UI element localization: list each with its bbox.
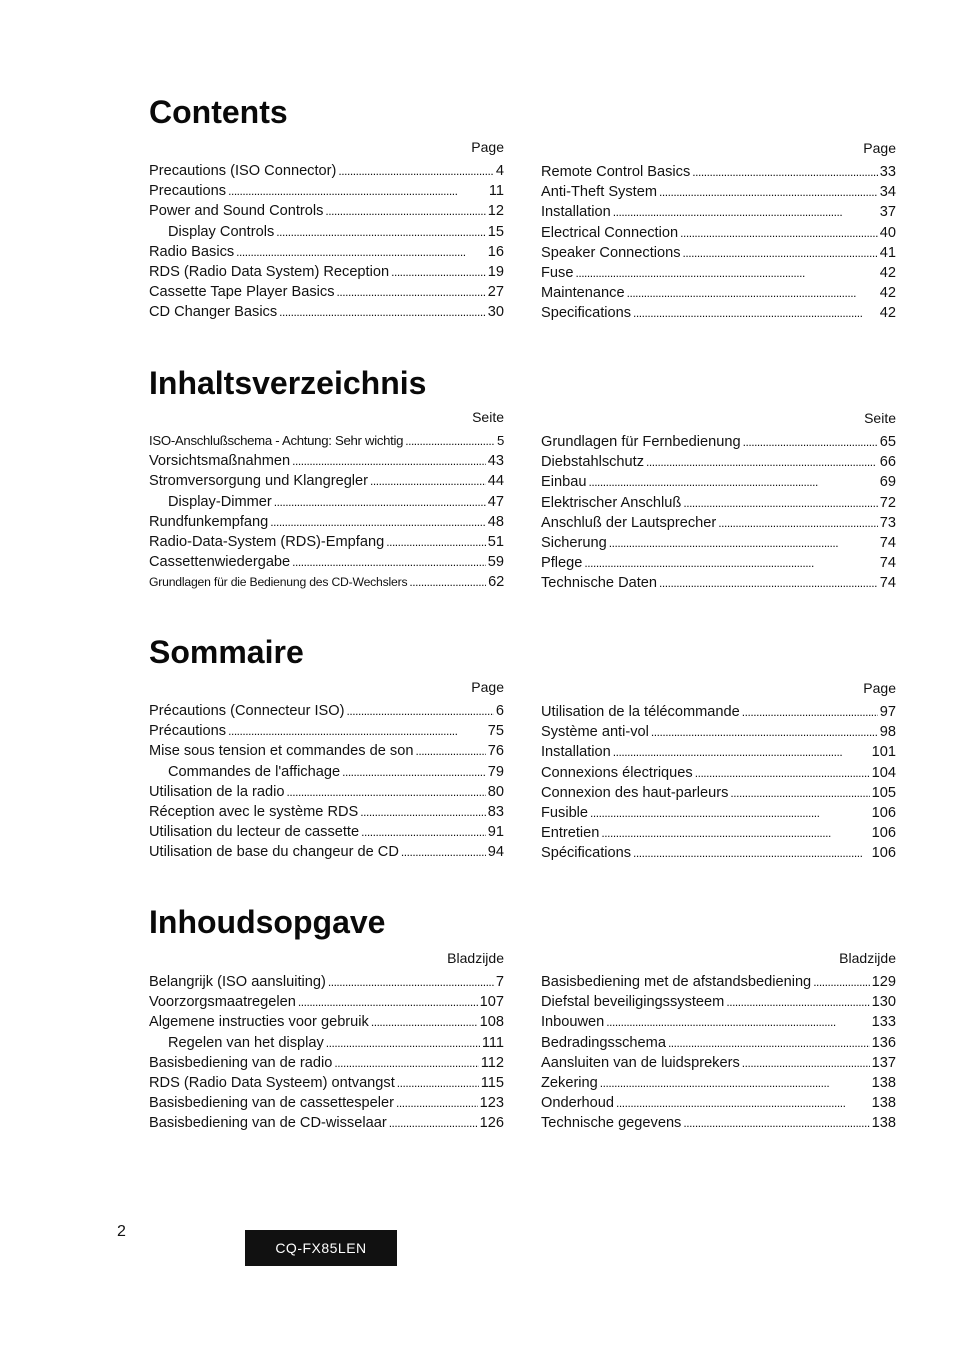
dot-leader [584, 553, 877, 573]
toc-entry-label: Utilisation de la radio [149, 783, 285, 800]
toc-entry[interactable] [541, 472, 896, 492]
toc-entry-label: Connexion des haut-parleurs [541, 784, 729, 801]
toc-entry-label: CD Changer Basics [149, 304, 278, 321]
toc-entry[interactable] [541, 202, 896, 222]
toc-column-right [541, 948, 896, 1134]
toc-entry-page: 75 [487, 723, 504, 740]
toc-entry-label: Utilisation du lecteur de cassette [149, 824, 360, 841]
toc-entry-label: Cassette Tape Player Basics [149, 284, 335, 301]
toc-entry-page: 108 [479, 1014, 504, 1031]
toc-entry[interactable] [149, 762, 504, 782]
toc-entry-label: Système anti-vol [541, 724, 649, 741]
toc-entry-page: 27 [487, 284, 504, 301]
dot-leader [334, 1053, 478, 1073]
dot-leader [270, 512, 486, 532]
page-column-label: Seite [472, 409, 504, 425]
toc-entry-page: 7 [495, 974, 504, 990]
toc-entry-label: Aansluiten van de luidsprekers [541, 1054, 740, 1071]
dot-leader [659, 182, 878, 202]
toc-entry-label: Radio-Data-System (RDS)-Empfang [149, 533, 385, 550]
toc-entry[interactable] [149, 701, 504, 721]
toc-entry-page: 112 [480, 1054, 504, 1071]
dot-leader [692, 162, 878, 182]
section-heading: Contents [149, 94, 288, 130]
toc-entry-page: 79 [487, 763, 504, 780]
toc-entry[interactable] [541, 533, 896, 553]
toc-entry-label: Technische Daten [541, 575, 658, 592]
toc-entry[interactable] [541, 223, 896, 243]
toc-entry-label: Precautions (ISO Connector) [149, 163, 337, 179]
toc-entry[interactable] [541, 843, 896, 863]
dot-leader [575, 263, 877, 283]
dot-leader [228, 181, 487, 201]
toc-entry-page: 6 [495, 703, 504, 719]
dot-leader [588, 472, 877, 492]
toc-entry-label: Display-Dimmer [168, 493, 272, 510]
dot-leader [360, 802, 486, 822]
toc-entry-label: Réception avec le système RDS [149, 803, 359, 820]
dot-leader [813, 972, 869, 992]
toc-entry-page: 41 [879, 244, 896, 261]
dot-leader [346, 701, 493, 721]
page-column-label: Bladzijde [839, 950, 896, 966]
dot-leader [338, 161, 494, 181]
toc-entry-label: Remote Control Basics [541, 164, 691, 180]
toc-entry-label: Specifications [541, 305, 632, 322]
toc-entry[interactable] [541, 1012, 896, 1032]
toc-entry[interactable] [149, 1053, 504, 1073]
dot-leader [292, 451, 486, 471]
dot-leader [409, 572, 486, 592]
toc-entry-page: 106 [871, 804, 896, 821]
toc-entry[interactable] [149, 262, 504, 282]
toc-entry-page: 136 [871, 1034, 896, 1051]
dot-leader [683, 1113, 869, 1133]
dot-leader [616, 1093, 870, 1113]
page-column-label: Page [471, 139, 504, 155]
toc-entry[interactable] [541, 162, 896, 182]
toc-entry-page: 47 [487, 493, 504, 510]
toc-entry-label: Power and Sound Controls [149, 203, 324, 220]
toc-entry-page: 138 [871, 1095, 896, 1112]
toc-entry-page: 11 [488, 183, 504, 200]
dot-leader [633, 303, 878, 323]
dot-leader [683, 243, 878, 263]
toc-entry[interactable] [541, 1053, 896, 1073]
toc-entry[interactable] [149, 431, 504, 451]
toc-entry-label: Electrical Connection [541, 224, 679, 241]
toc-entry-label: Algemene instructies voor gebruik [149, 1014, 369, 1031]
dot-leader [279, 302, 486, 322]
toc-entry-page: 74 [879, 534, 896, 551]
section-heading: Inhoudsopgave [149, 904, 386, 940]
toc-entry[interactable] [541, 263, 896, 283]
toc-entry[interactable] [541, 1033, 896, 1053]
dot-leader [633, 843, 870, 863]
toc-entry-page: 104 [871, 764, 896, 781]
dot-leader [668, 1033, 870, 1053]
toc-entry-label: Mise sous tension et commandes de son [149, 743, 414, 760]
toc-entry[interactable] [149, 782, 504, 802]
dot-leader [236, 242, 486, 262]
dot-leader [396, 1093, 478, 1113]
toc-column-left [149, 137, 504, 323]
dot-leader [325, 201, 485, 221]
toc-entry[interactable] [541, 722, 896, 742]
dot-leader [742, 1053, 870, 1073]
toc-entry-page: 111 [481, 1034, 504, 1051]
toc-entry[interactable] [149, 741, 504, 761]
toc-entry-label: Regelen van het display [168, 1034, 324, 1051]
page-column-label: Page [863, 140, 896, 156]
toc-entry-page: 94 [487, 844, 504, 861]
toc-entry[interactable] [541, 783, 896, 803]
toc-entry-page: 138 [871, 1074, 896, 1091]
toc-entry[interactable] [541, 742, 896, 762]
toc-entry-label: Vorsichtsmaßnahmen [149, 453, 291, 470]
toc-entry-page: 19 [487, 263, 504, 280]
toc-entry-page: 105 [871, 784, 896, 801]
toc-entry[interactable] [541, 1073, 896, 1093]
toc-entry[interactable] [149, 552, 504, 572]
toc-entry[interactable] [541, 513, 896, 533]
toc-entry-page: 62 [488, 574, 504, 591]
toc-column-right [541, 138, 896, 324]
toc-entry-label: Maintenance [541, 285, 625, 302]
dot-leader [651, 722, 878, 742]
dot-leader [370, 471, 486, 491]
page-column-label: Bladzijde [447, 950, 504, 966]
toc-entry-label: Connexions électriques [541, 764, 693, 781]
toc-entry[interactable] [149, 721, 504, 741]
toc-entry-page: 40 [879, 224, 896, 241]
toc-entry-label: Display Controls [168, 223, 275, 240]
toc-entry-page: 34 [879, 184, 896, 201]
toc-entry-label: Grundlagen für Fernbedienung [541, 434, 741, 450]
toc-entry-label: ISO-Anschlußschema - Achtung: Sehr wichtig [149, 433, 404, 448]
toc-entry-label: Utilisation de base du changeur de CD [149, 844, 399, 861]
toc-entry-page: 72 [879, 494, 896, 511]
dot-leader [606, 1012, 869, 1032]
dot-leader [600, 1073, 870, 1093]
toc-entry-page: 16 [487, 243, 504, 260]
page-column-label: Page [863, 680, 896, 696]
toc-entry-page: 59 [487, 554, 504, 571]
dot-leader [337, 282, 486, 302]
toc-entry-label: Commandes de l'affichage [168, 763, 341, 780]
toc-entry-label: Cassettenwiedergabe [149, 554, 291, 571]
toc-entry-page: 115 [480, 1074, 504, 1091]
toc-entry-label: Bedradingsschema [541, 1034, 666, 1051]
toc-entry[interactable] [149, 181, 504, 201]
toc-entry[interactable] [149, 282, 504, 302]
toc-entry-page: 98 [879, 724, 896, 741]
toc-entry-label: Basisbediening met de afstandsbediening [541, 974, 812, 990]
toc-entry-label: Spécifications [541, 845, 632, 862]
toc-entry-label: Inbouwen [541, 1014, 605, 1031]
dot-leader [401, 842, 486, 862]
toc-entry-page: 4 [495, 163, 504, 179]
toc-entry[interactable] [149, 1073, 504, 1093]
page-column-label: Page [471, 679, 504, 695]
toc-entry-page: 76 [487, 743, 504, 760]
toc-entry-label: Fusible [541, 804, 589, 821]
toc-entry-page: 133 [871, 1014, 896, 1031]
toc-entry-label: Precautions [149, 183, 227, 200]
toc-entry-label: Sicherung [541, 534, 607, 551]
dot-leader [609, 533, 878, 553]
dot-leader [718, 513, 878, 533]
dot-leader [405, 431, 495, 451]
toc-entry[interactable] [541, 992, 896, 1012]
toc-entry-page: 30 [487, 304, 504, 321]
dot-leader [328, 972, 494, 992]
toc-entry[interactable] [149, 302, 504, 322]
dot-leader [397, 1073, 479, 1093]
toc-entry-page: 137 [871, 1054, 896, 1071]
toc-entry[interactable] [149, 1113, 504, 1133]
toc-entry[interactable] [149, 992, 504, 1012]
toc-entry-label: Elektrischer Anschluß [541, 494, 682, 511]
toc-entry-label: Belangrijk (ISO aansluiting) [149, 974, 326, 990]
toc-entry-page: 15 [487, 223, 504, 240]
toc-entry-label: Fuse [541, 264, 574, 281]
toc-entry[interactable] [149, 822, 504, 842]
toc-entry-label: Précautions (Connecteur ISO) [149, 703, 345, 719]
dot-leader [590, 803, 870, 823]
toc-entry-page: 37 [879, 204, 896, 221]
dot-leader [695, 763, 870, 783]
dot-leader [627, 283, 878, 303]
section-heading: Sommaire [149, 634, 304, 670]
dot-leader [646, 452, 878, 472]
dot-leader [730, 783, 869, 803]
dot-leader [659, 573, 878, 593]
toc-entry[interactable] [541, 702, 896, 722]
toc-column-right [541, 408, 896, 594]
model-label: CQ-FX85LEN [245, 1230, 397, 1266]
dot-leader [726, 992, 869, 1012]
toc-entry-page: 130 [871, 994, 896, 1011]
toc-column-left [149, 677, 504, 863]
toc-entry-page: 51 [487, 533, 504, 550]
toc-entry-label: Basisbediening van de radio [149, 1054, 333, 1071]
toc-entry-page: 65 [879, 434, 896, 450]
toc-entry-label: Onderhoud [541, 1095, 615, 1112]
toc-entry[interactable] [149, 572, 504, 592]
toc-entry[interactable] [149, 242, 504, 262]
toc-entry-page: 74 [879, 555, 896, 572]
toc-entry-page: 42 [879, 264, 896, 281]
toc-entry-page: 97 [879, 704, 896, 720]
dot-leader [274, 492, 486, 512]
toc-column-left [149, 948, 504, 1134]
toc-entry-label: Diefstal beveiligingssysteem [541, 994, 725, 1011]
dot-leader [371, 1012, 478, 1032]
toc-entry[interactable] [149, 802, 504, 822]
toc-entry-label: RDS (Radio Data Systeem) ontvangst [149, 1074, 395, 1091]
toc-entry-page: 129 [871, 974, 896, 990]
toc-entry[interactable] [149, 1012, 504, 1032]
page-number: 2 [117, 1223, 126, 1240]
toc-entry[interactable] [541, 573, 896, 593]
toc-entry[interactable] [541, 243, 896, 263]
toc-entry-label: Anti-Theft System [541, 184, 657, 201]
dot-leader [613, 742, 870, 762]
toc-entry-page: 106 [871, 845, 896, 862]
toc-entry-page: 126 [479, 1115, 504, 1132]
toc-entry-label: Installation [541, 744, 611, 761]
toc-entry[interactable] [541, 972, 896, 992]
section-heading: Inhaltsverzeichnis [149, 365, 427, 401]
toc-entry-page: 83 [487, 803, 504, 820]
toc-entry-page: 44 [487, 473, 504, 490]
toc-entry[interactable] [149, 471, 504, 491]
dot-leader [613, 202, 878, 222]
toc-entry-page: 48 [487, 513, 504, 530]
toc-entry-page: 69 [879, 474, 896, 491]
toc-entry[interactable] [541, 1113, 896, 1133]
toc-entry-label: Diebstahlschutz [541, 454, 645, 471]
toc-entry[interactable] [149, 972, 504, 992]
toc-entry-label: Installation [541, 204, 611, 221]
toc-column-right [541, 678, 896, 864]
toc-entry-label: Voorzorgsmaatregelen [149, 994, 296, 1011]
toc-entry-label: Rundfunkempfang [149, 513, 269, 530]
toc-entry-label: Einbau [541, 474, 587, 491]
toc-entry-page: 42 [879, 305, 896, 322]
toc-entry[interactable] [541, 182, 896, 202]
toc-entry-page: 101 [871, 744, 896, 761]
toc-entry[interactable] [541, 303, 896, 323]
toc-entry-label: Radio Basics [149, 243, 235, 260]
toc-entry[interactable] [149, 492, 504, 512]
toc-entry[interactable] [541, 763, 896, 783]
toc-column-left [149, 407, 504, 593]
toc-entry[interactable] [149, 842, 504, 862]
dot-leader [680, 223, 878, 243]
toc-entry[interactable] [149, 1033, 504, 1053]
toc-entry-label: Pflege [541, 555, 583, 572]
toc-entry-label: Utilisation de la télécommande [541, 704, 740, 720]
toc-entry-page: 43 [487, 453, 504, 470]
toc-entry-page: 138 [871, 1115, 896, 1132]
dot-leader [742, 702, 878, 722]
toc-entry[interactable] [149, 451, 504, 471]
toc-entry-label: Stromversorgung und Klangregler [149, 473, 369, 490]
toc-entry-page: 123 [479, 1095, 504, 1112]
toc-entry-page: 106 [871, 825, 896, 842]
dot-leader [743, 432, 878, 452]
toc-entry-page: 74 [879, 575, 896, 592]
dot-leader [415, 741, 485, 761]
toc-entry-page: 66 [879, 454, 896, 471]
toc-entry-page: 80 [487, 783, 504, 800]
toc-entry[interactable] [149, 512, 504, 532]
toc-entry[interactable] [149, 161, 504, 181]
dot-leader [292, 552, 486, 572]
dot-leader [286, 782, 485, 802]
toc-entry-label: Basisbediening van de cassettespeler [149, 1095, 395, 1112]
toc-entry-label: Précautions [149, 723, 227, 740]
dot-leader [391, 262, 486, 282]
toc-entry-page: 107 [479, 994, 504, 1011]
toc-entry[interactable] [541, 803, 896, 823]
toc-entry[interactable] [541, 1093, 896, 1113]
toc-entry-page: 42 [879, 285, 896, 302]
toc-entry-label: Speaker Connections [541, 244, 681, 261]
dot-leader [298, 992, 478, 1012]
dot-leader [342, 762, 486, 782]
toc-entry[interactable] [149, 1093, 504, 1113]
toc-entry-label: Zekering [541, 1074, 598, 1091]
dot-leader [389, 1113, 478, 1133]
toc-entry[interactable] [541, 823, 896, 843]
toc-entry-label: Entretien [541, 825, 600, 842]
toc-entry[interactable] [149, 222, 504, 242]
toc-entry[interactable] [541, 553, 896, 573]
toc-entry[interactable] [541, 432, 896, 452]
dot-leader [683, 493, 877, 513]
toc-entry-page: 33 [879, 164, 896, 180]
dot-leader [326, 1033, 480, 1053]
toc-entry-page: 73 [879, 514, 896, 531]
toc-entry-label: Grundlagen für die Bedienung des CD-Wechslers [149, 575, 408, 590]
dot-leader [386, 532, 486, 552]
toc-entry[interactable] [541, 452, 896, 472]
dot-leader [276, 222, 486, 242]
toc-entry-label: Anschluß der Lautsprecher [541, 514, 717, 531]
dot-leader [228, 721, 486, 741]
page-column-label: Seite [864, 410, 896, 426]
toc-entry-label: RDS (Radio Data System) Reception [149, 263, 390, 280]
toc-entry-page: 12 [487, 203, 504, 220]
dot-leader [601, 823, 869, 843]
dot-leader [361, 822, 486, 842]
toc-entry[interactable] [149, 532, 504, 552]
toc-entry[interactable] [541, 493, 896, 513]
toc-entry-page: 5 [496, 433, 504, 448]
toc-entry-page: 91 [487, 824, 504, 841]
toc-entry-label: Basisbediening van de CD-wisselaar [149, 1115, 387, 1132]
toc-entry-label: Technische gegevens [541, 1115, 682, 1132]
toc-entry[interactable] [149, 201, 504, 221]
toc-entry[interactable] [541, 283, 896, 303]
